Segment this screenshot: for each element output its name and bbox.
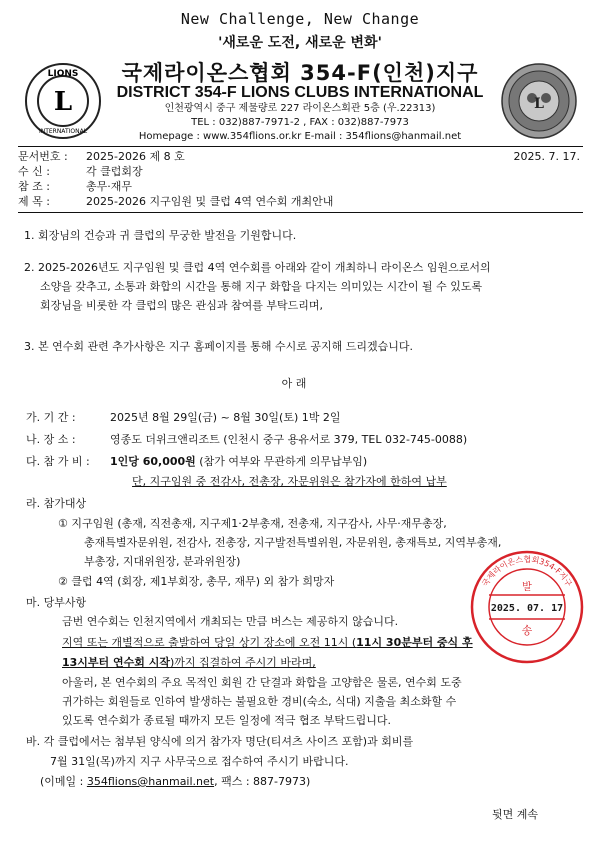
subject-row (18, 194, 333, 209)
subject-label: 제 목 : (18, 195, 50, 208)
recipient-value: 각 클럽회장 (86, 165, 143, 178)
reference-label: 참 조 : (18, 180, 50, 193)
doc-number-label: 문서번호 : (18, 150, 68, 163)
detail-date (26, 409, 340, 427)
paragraph-3: 3. 본 연수회 관련 추가사항은 지구 홈페이지를 통해 수시로 공지해 드리겠습니다. (24, 340, 413, 353)
paragraph-2-line-1: 2. 2025-2026년도 지구임원 및 클럽 4역 연수회를 아래와 같이 개최하니 라이온스 임원으로서의 (24, 261, 491, 274)
header-rule-bottom (18, 212, 583, 213)
detail-place-label: 나. 장 소 : (26, 433, 76, 446)
org-address: 인천광역시 중구 제물량로 227 라이온스회관 5층 (우.22313) (164, 103, 436, 114)
contact-prefix: (이메일 : (40, 775, 87, 788)
detail-date-value: 2025년 8월 29일(금) ~ 8월 30일(토) 1박 2일 (110, 411, 341, 424)
detail-target-1-line-3: 부총장, 지대위원장, 분과위원장) (84, 555, 241, 568)
paragraph-1: 1. 회장님의 건승과 귀 클럽의 무궁한 발전을 기원합니다. (24, 229, 297, 242)
reference-row (18, 179, 132, 194)
stamp-date: 2025. 07. 17 (490, 603, 564, 614)
notice-line-5: 귀가하는 회원들로 인하여 발생하는 불필요한 경비(숙소, 식대) 지출을 최소화할 수 (62, 695, 457, 708)
lions-logo-right (500, 62, 578, 140)
detail-fee-amount: 1인당 60,000원 (110, 455, 196, 468)
notice-line-2 (62, 634, 473, 652)
contact-suffix: , 팩스 : 887-7973) (214, 775, 311, 788)
notice-line-3 (62, 654, 316, 672)
detail-place-value: 영종도 더위크앤리조트 (인천시 중구 용유서로 379, TEL 032-745-0088) (110, 433, 468, 446)
notice-line-6: 있도록 연수회가 종료될 때까지 모든 일정에 적극 협조 부탁드립니다. (62, 714, 391, 727)
detail-fee-label: 다. 참 가 비 : (26, 455, 90, 468)
paragraph-2 (24, 258, 584, 315)
org-tel-fax: TEL : 032)887-7971-2 , FAX : 032)887-7973 (191, 117, 409, 128)
recipient-label: 수 신 : (18, 165, 50, 178)
paragraph-2-line-3: 회장님을 비롯한 각 클럽의 많은 관심과 참여를 부탁드리며, (40, 299, 323, 312)
notice-line-3-a: 13시부터 연수회 시작 (62, 656, 170, 669)
recipient-row (18, 164, 143, 179)
subject-value: 2025-2026 지구임원 및 클럽 4역 연수회 개최안내 (86, 195, 334, 208)
detail-target-label: 라. 참가대상 (26, 497, 87, 510)
detail-date-label: 가. 기 간 : (26, 411, 76, 424)
doc-date: 2025. 7. 17. (513, 150, 580, 163)
detail-fee (26, 453, 367, 471)
logo-top-text: LIONS (47, 69, 79, 79)
stamp-org-path: 국제라이온스협회354-F지구 (480, 554, 574, 589)
below-heading: 아 래 (281, 377, 307, 390)
contact-email: 354flions@hanmail.net (86, 775, 215, 788)
detail-target-1-line-2: 총재특별자문위원, 전감사, 전총장, 지구발전특별위원, 자문위원, 총재특보, 지역부총재, (84, 536, 502, 549)
detail-target-2: ② 클럽 4역 (회장, 제1부회장, 총무, 재무) 외 참가 희망자 (58, 575, 335, 588)
notice-line-3-b: )까지 집결하여 주시기 바라며, (169, 656, 316, 669)
notice-line-4: 아울러, 본 연수회의 주요 목적인 회원 간 단결과 화합을 고양함은 물론, 연수회 도중 (62, 676, 462, 689)
paragraph-2-line-2: 소양을 갖추고, 소통과 화합의 시간을 통해 지구 화합을 다지는 의미있는 시간이 될 수 있도록 (40, 280, 483, 293)
detail-target-1-line-1: ① 지구임원 (총재, 직전총재, 지구제1·2부총재, 전총재, 지구감사, 사무·재무총장, (58, 517, 447, 530)
stamp-status: 발 (522, 582, 532, 593)
org-name-english: DISTRICT 354-F LIONS CLUBS INTERNATIONAL (116, 84, 484, 101)
logo-bottom-text: INTERNATIONAL (38, 128, 88, 135)
detail-place (26, 431, 467, 449)
continued-note: 뒷면 계속 (492, 808, 539, 821)
detail-notice-label: 마. 당부사항 (26, 596, 87, 609)
submit-line-2: 7월 31일(목)까지 지구 사무국으로 접수하여 주시기 바랍니다. (50, 755, 349, 768)
org-name-korean: 국제라이온스협회 354-F(인천)지구 (121, 61, 479, 85)
submit-line-1: 바. 각 클럽에서는 첨부된 양식에 의거 참가자 명단(티셔츠 사이즈 포함)과 회비를 (26, 735, 414, 748)
contact-line (40, 773, 310, 791)
org-web-email: Homepage : www.354flions.or.kr E-mail : 354flions@hanmail.net (138, 131, 462, 142)
header-rule-top (18, 146, 583, 147)
logo-right-letter: L (534, 96, 544, 112)
doc-number-row (18, 149, 185, 164)
notice-line-1: 금번 연수회는 인천지역에서 개최되는 만큼 버스는 제공하지 않습니다. (62, 615, 399, 628)
official-stamp (468, 548, 586, 666)
logo-letter: L (53, 87, 73, 117)
detail-fee-note: (참가 여부와 무관하게 의무납부임) (195, 455, 368, 468)
lions-logo-left (24, 62, 102, 140)
reference-value: 총무·재무 (86, 180, 133, 193)
slogan-korean: '새로운 도전, 새로운 변화' (218, 35, 382, 51)
notice-line-2-a: 지역 또는 개별적으로 출발하여 당일 상기 장소에 오전 11시 ( (62, 636, 357, 649)
notice-line-2-b: 11시 30분부터 중식 후 (356, 636, 473, 649)
slogan-english: New Challenge, New Change (180, 10, 420, 28)
stamp-mark: 송 (521, 624, 533, 637)
detail-fee-exception: 단, 지구임원 중 전감사, 전총장, 자문위원은 참가자에 한하여 납부 (132, 475, 447, 488)
doc-number-value: 2025-2026 제 8 호 (86, 150, 185, 163)
